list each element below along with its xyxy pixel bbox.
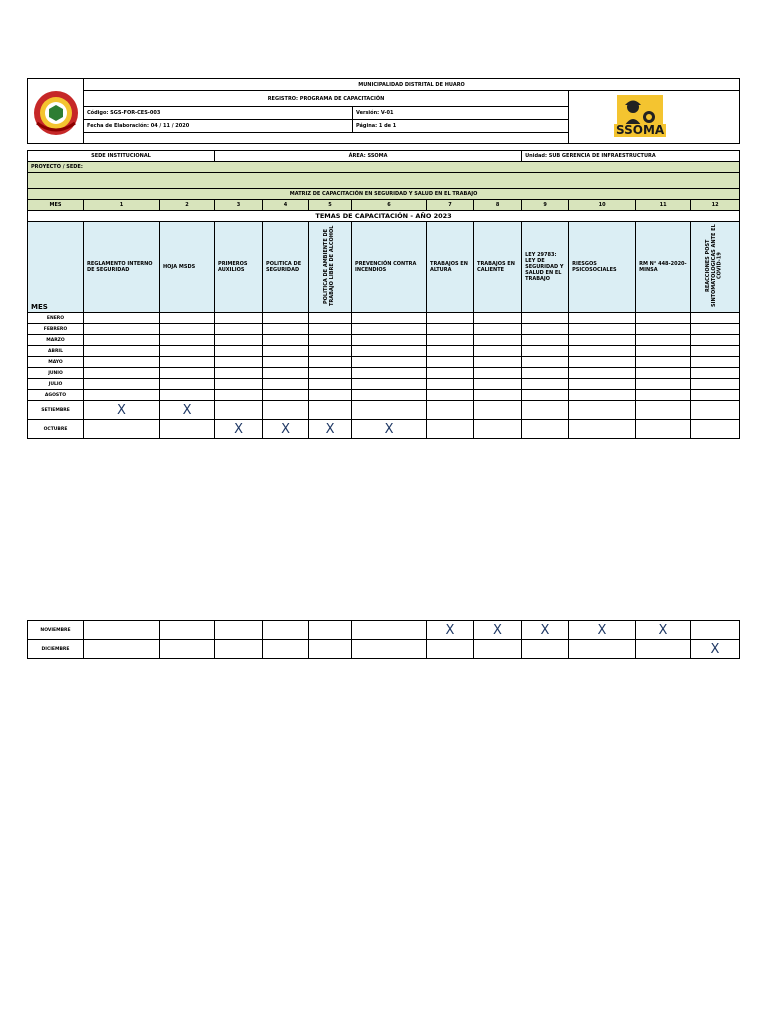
- schedule-cell[interactable]: [636, 401, 691, 420]
- schedule-cell[interactable]: [263, 379, 309, 390]
- schedule-cell[interactable]: [522, 368, 569, 379]
- schedule-cell[interactable]: [352, 390, 427, 401]
- schedule-cell[interactable]: [569, 357, 636, 368]
- schedule-cell[interactable]: [691, 621, 740, 640]
- topic-number-1: 1: [84, 200, 160, 211]
- month-label: JUNIO: [28, 368, 84, 379]
- municipality-seal-icon: [28, 79, 84, 141]
- topic-number-11: 11: [636, 200, 691, 211]
- schedule-mark[interactable]: X: [309, 420, 352, 439]
- schedule-cell[interactable]: [263, 401, 309, 420]
- topic-number-3: 3: [215, 200, 263, 211]
- schedule-mark[interactable]: X: [263, 420, 309, 439]
- topic-label-7: TRABAJOS EN ALTURA: [430, 261, 468, 273]
- topic-row: [28, 222, 740, 313]
- schedule-cell[interactable]: [263, 335, 309, 346]
- schedule-cell[interactable]: [160, 420, 215, 439]
- schedule-cell[interactable]: [215, 324, 263, 335]
- schedule-cell[interactable]: [522, 379, 569, 390]
- month-label: ENERO: [28, 313, 84, 324]
- topic-3: [215, 222, 263, 313]
- schedule-cell[interactable]: [309, 621, 352, 640]
- month-label: SETIEMBRE: [28, 401, 84, 420]
- schedule-cell[interactable]: [522, 390, 569, 401]
- schedule-cell[interactable]: [522, 346, 569, 357]
- schedule-cell[interactable]: [160, 346, 215, 357]
- schedule-cell[interactable]: [474, 346, 522, 357]
- topic-label-5: POLITICA DE AMBIENTE DE TRABAJO LIBRE DE ALCOHOL: [323, 225, 336, 307]
- schedule-cell[interactable]: [309, 346, 352, 357]
- ssoma-logo: [569, 91, 740, 144]
- schedule-cell[interactable]: [691, 324, 740, 335]
- schedule-mark[interactable]: X: [84, 401, 160, 420]
- month-row-noviembre: [28, 621, 740, 640]
- schedule-cell[interactable]: [309, 379, 352, 390]
- schedule-cell[interactable]: [522, 357, 569, 368]
- schedule-cell[interactable]: [474, 420, 522, 439]
- schedule-cell[interactable]: [160, 324, 215, 335]
- schedule-cell[interactable]: [352, 379, 427, 390]
- schedule-cell[interactable]: [352, 401, 427, 420]
- schedule-cell[interactable]: [352, 621, 427, 640]
- schedule-cell[interactable]: [84, 390, 160, 401]
- schedule-cell[interactable]: [215, 401, 263, 420]
- month-row-diciembre: [28, 640, 740, 659]
- schedule-mark[interactable]: X: [691, 640, 740, 659]
- topic-9: [522, 222, 569, 313]
- topic-label-4: POLITICA DE SEGURIDAD: [266, 261, 302, 273]
- schedule-cell[interactable]: [569, 335, 636, 346]
- schedule-cell[interactable]: [636, 640, 691, 659]
- org-name: MUNICIPALIDAD DISTRITAL DE HUARO: [84, 79, 740, 91]
- unidad-field: Unidad: SUB GERENCIA DE INFRAESTRUCTURA: [522, 151, 740, 162]
- version-field: Versión: V-01: [353, 107, 569, 120]
- month-row-mayo: [28, 357, 740, 368]
- month-row-octubre: [28, 420, 740, 439]
- schedule-cell[interactable]: [636, 313, 691, 324]
- schedule-cell[interactable]: [309, 324, 352, 335]
- schedule-cell[interactable]: [427, 420, 474, 439]
- schedule-cell[interactable]: [352, 357, 427, 368]
- topic-label-6: PREVENCIÓN CONTRA INCENDIOS: [355, 261, 417, 273]
- schedule-cell[interactable]: [84, 346, 160, 357]
- topic-11: [636, 222, 691, 313]
- schedule-mark[interactable]: X: [636, 621, 691, 640]
- topic-number-2: 2: [160, 200, 215, 211]
- schedule-cell[interactable]: [636, 335, 691, 346]
- schedule-cell[interactable]: [84, 640, 160, 659]
- proyecto-field: PROYECTO / SEDE:: [28, 162, 740, 173]
- schedule-cell[interactable]: [160, 368, 215, 379]
- schedule-cell[interactable]: [636, 390, 691, 401]
- month-label: MARZO: [28, 335, 84, 346]
- schedule-cell[interactable]: [215, 335, 263, 346]
- schedule-cell[interactable]: [309, 335, 352, 346]
- month-row-julio: [28, 379, 740, 390]
- capacitacion-matrix: [27, 150, 740, 439]
- schedule-cell[interactable]: [636, 324, 691, 335]
- schedule-cell[interactable]: [309, 401, 352, 420]
- schedule-cell[interactable]: [160, 313, 215, 324]
- topic-label-10: RIESGOS PSICOSOCIALES: [572, 261, 617, 273]
- schedule-cell[interactable]: [427, 324, 474, 335]
- schedule-cell[interactable]: [215, 368, 263, 379]
- schedule-cell[interactable]: [474, 324, 522, 335]
- month-row-agosto: [28, 390, 740, 401]
- schedule-cell[interactable]: [215, 313, 263, 324]
- topic-label-3: PRIMEROS AUXILIOS: [218, 261, 248, 273]
- schedule-cell[interactable]: [569, 640, 636, 659]
- schedule-cell[interactable]: [427, 640, 474, 659]
- matrix-title: MATRIZ DE CAPACITACIÓN EN SEGURIDAD Y SALUD EN EL TRABAJO: [28, 189, 740, 200]
- schedule-cell[interactable]: [263, 346, 309, 357]
- schedule-cell[interactable]: [569, 368, 636, 379]
- topic-2: [160, 222, 215, 313]
- schedule-cell[interactable]: [84, 357, 160, 368]
- schedule-cell[interactable]: [691, 379, 740, 390]
- schedule-cell[interactable]: [352, 346, 427, 357]
- topic-8: [474, 222, 522, 313]
- pagina-field: Página: 1 de 1: [353, 120, 569, 133]
- schedule-cell[interactable]: [84, 313, 160, 324]
- schedule-cell[interactable]: [84, 368, 160, 379]
- topic-number-6: 6: [352, 200, 427, 211]
- area-field: ÁREA: SSOMA: [215, 151, 522, 162]
- schedule-cell[interactable]: [691, 313, 740, 324]
- topic-number-4: 4: [263, 200, 309, 211]
- schedule-mark[interactable]: X: [522, 621, 569, 640]
- topic-6: [352, 222, 427, 313]
- schedule-cell[interactable]: [474, 640, 522, 659]
- month-row-abril: [28, 346, 740, 357]
- topic-number-8: 8: [474, 200, 522, 211]
- schedule-cell[interactable]: [215, 640, 263, 659]
- month-row-febrero: [28, 324, 740, 335]
- schedule-cell[interactable]: [569, 390, 636, 401]
- schedule-cell[interactable]: [352, 313, 427, 324]
- schedule-cell[interactable]: [84, 335, 160, 346]
- schedule-cell[interactable]: [691, 335, 740, 346]
- topic-number-5: 5: [309, 200, 352, 211]
- schedule-cell[interactable]: [427, 379, 474, 390]
- header-table: [27, 78, 740, 144]
- month-label: ABRIL: [28, 346, 84, 357]
- schedule-cell[interactable]: [691, 357, 740, 368]
- schedule-cell[interactable]: [427, 401, 474, 420]
- month-label: MAYO: [28, 357, 84, 368]
- schedule-cell[interactable]: [636, 379, 691, 390]
- schedule-cell[interactable]: [569, 401, 636, 420]
- schedule-cell[interactable]: [522, 324, 569, 335]
- codigo-field: Código: SGS-FOR-CES-003: [84, 107, 353, 120]
- schedule-cell[interactable]: [263, 390, 309, 401]
- schedule-cell[interactable]: [215, 621, 263, 640]
- schedule-cell[interactable]: [263, 368, 309, 379]
- schedule-cell[interactable]: [215, 390, 263, 401]
- schedule-cell[interactable]: [352, 324, 427, 335]
- ssoma-logo-text: SSOMA: [616, 123, 665, 137]
- topic-number-7: 7: [427, 200, 474, 211]
- schedule-cell[interactable]: [427, 335, 474, 346]
- topic-10: [569, 222, 636, 313]
- topic-label-9: LEY 29783: LEY DE SEGURIDAD Y SALUD EN EL TRABAJO: [525, 252, 564, 282]
- schedule-cell[interactable]: [636, 346, 691, 357]
- schedule-cell[interactable]: [691, 368, 740, 379]
- schedule-cell[interactable]: [309, 313, 352, 324]
- schedule-cell[interactable]: [263, 313, 309, 324]
- topic-number-row: [28, 200, 740, 211]
- schedule-cell[interactable]: [352, 368, 427, 379]
- month-label: NOVIEMBRE: [28, 621, 84, 640]
- schedule-cell[interactable]: [427, 390, 474, 401]
- topic-4: [263, 222, 309, 313]
- topic-label-12: REACCIONES POST SINTOMATOLOGICAS ANTE EL COVID-19: [705, 224, 723, 308]
- schedule-cell[interactable]: [215, 346, 263, 357]
- schedule-cell[interactable]: [569, 346, 636, 357]
- topic-label-11: RM N° 448-2020-MINSA: [639, 261, 687, 273]
- schedule-cell[interactable]: [427, 313, 474, 324]
- month-row-enero: [28, 313, 740, 324]
- schedule-cell[interactable]: [636, 420, 691, 439]
- schedule-cell[interactable]: [569, 379, 636, 390]
- topic-number-12: 12: [691, 200, 740, 211]
- green-spacer: [28, 173, 740, 189]
- schedule-cell[interactable]: [522, 401, 569, 420]
- schedule-cell[interactable]: [263, 324, 309, 335]
- month-row-junio: [28, 368, 740, 379]
- schedule-cell[interactable]: [215, 357, 263, 368]
- schedule-cell[interactable]: [160, 390, 215, 401]
- registro-title: REGISTRO: PROGRAMA DE CAPACITACIÓN: [84, 91, 569, 107]
- schedule-cell[interactable]: [309, 640, 352, 659]
- schedule-cell[interactable]: [474, 368, 522, 379]
- month-label: FEBRERO: [28, 324, 84, 335]
- topic-7: [427, 222, 474, 313]
- schedule-cell[interactable]: [309, 390, 352, 401]
- schedule-cell[interactable]: [160, 621, 215, 640]
- schedule-mark[interactable]: X: [215, 420, 263, 439]
- schedule-cell[interactable]: [352, 335, 427, 346]
- month-label: DICIEMBRE: [28, 640, 84, 659]
- topic-12: [691, 222, 740, 313]
- schedule-mark[interactable]: X: [160, 401, 215, 420]
- schedule-cell[interactable]: [160, 640, 215, 659]
- schedule-cell[interactable]: [160, 335, 215, 346]
- schedule-cell[interactable]: [160, 379, 215, 390]
- schedule-cell[interactable]: [427, 346, 474, 357]
- schedule-mark[interactable]: X: [427, 621, 474, 640]
- schedule-cell[interactable]: [309, 368, 352, 379]
- schedule-cell[interactable]: [263, 357, 309, 368]
- month-label: AGOSTO: [28, 390, 84, 401]
- schedule-cell[interactable]: [569, 313, 636, 324]
- schedule-cell[interactable]: [427, 357, 474, 368]
- schedule-cell[interactable]: [474, 401, 522, 420]
- schedule-cell[interactable]: [474, 379, 522, 390]
- schedule-cell[interactable]: [474, 335, 522, 346]
- schedule-cell[interactable]: [474, 390, 522, 401]
- schedule-cell[interactable]: [522, 420, 569, 439]
- temas-title: TEMAS DE CAPACITACIÓN - AÑO 2023: [28, 211, 740, 222]
- capacitacion-matrix-continued: [27, 620, 740, 659]
- fecha-field: Fecha de Elaboración: 04 / 11 / 2020: [84, 120, 353, 133]
- topic-1: [84, 222, 160, 313]
- topic-number-10: 10: [569, 200, 636, 211]
- schedule-cell[interactable]: [352, 640, 427, 659]
- topic-label-8: TRABAJOS EN CALIENTE: [477, 261, 515, 273]
- schedule-cell[interactable]: [691, 401, 740, 420]
- schedule-cell[interactable]: [84, 621, 160, 640]
- topic-label-2: HOJA MSDS: [163, 264, 196, 270]
- schedule-mark[interactable]: X: [352, 420, 427, 439]
- schedule-cell[interactable]: [636, 368, 691, 379]
- mes-header: MES: [28, 200, 84, 211]
- schedule-cell[interactable]: [263, 640, 309, 659]
- topic-5: [309, 222, 352, 313]
- header-spacer: [84, 133, 569, 144]
- schedule-cell[interactable]: [427, 368, 474, 379]
- schedule-cell[interactable]: [569, 324, 636, 335]
- schedule-cell[interactable]: [160, 357, 215, 368]
- schedule-cell[interactable]: [522, 335, 569, 346]
- topic-number-9: 9: [522, 200, 569, 211]
- mes-column-label: MES: [28, 222, 84, 313]
- schedule-cell[interactable]: [309, 357, 352, 368]
- schedule-cell[interactable]: [691, 420, 740, 439]
- sede-field: SEDE INSTITUCIONAL: [28, 151, 215, 162]
- schedule-cell[interactable]: [215, 379, 263, 390]
- schedule-cell[interactable]: [84, 324, 160, 335]
- schedule-cell[interactable]: [84, 379, 160, 390]
- schedule-cell[interactable]: [84, 420, 160, 439]
- schedule-mark[interactable]: X: [474, 621, 522, 640]
- month-label: JULIO: [28, 379, 84, 390]
- schedule-cell[interactable]: [522, 640, 569, 659]
- schedule-cell[interactable]: [569, 420, 636, 439]
- schedule-cell[interactable]: [522, 313, 569, 324]
- schedule-cell[interactable]: [474, 357, 522, 368]
- month-row-marzo: [28, 335, 740, 346]
- municipality-logo: [28, 79, 84, 144]
- topic-label-1: REGLAMENTO INTERNO DE SEGURIDAD: [87, 261, 153, 273]
- schedule-cell[interactable]: [636, 357, 691, 368]
- schedule-cell[interactable]: [691, 390, 740, 401]
- schedule-mark[interactable]: X: [569, 621, 636, 640]
- month-row-setiembre: [28, 401, 740, 420]
- month-label: OCTUBRE: [28, 420, 84, 439]
- schedule-cell[interactable]: [474, 313, 522, 324]
- schedule-cell[interactable]: [691, 346, 740, 357]
- schedule-cell[interactable]: [263, 621, 309, 640]
